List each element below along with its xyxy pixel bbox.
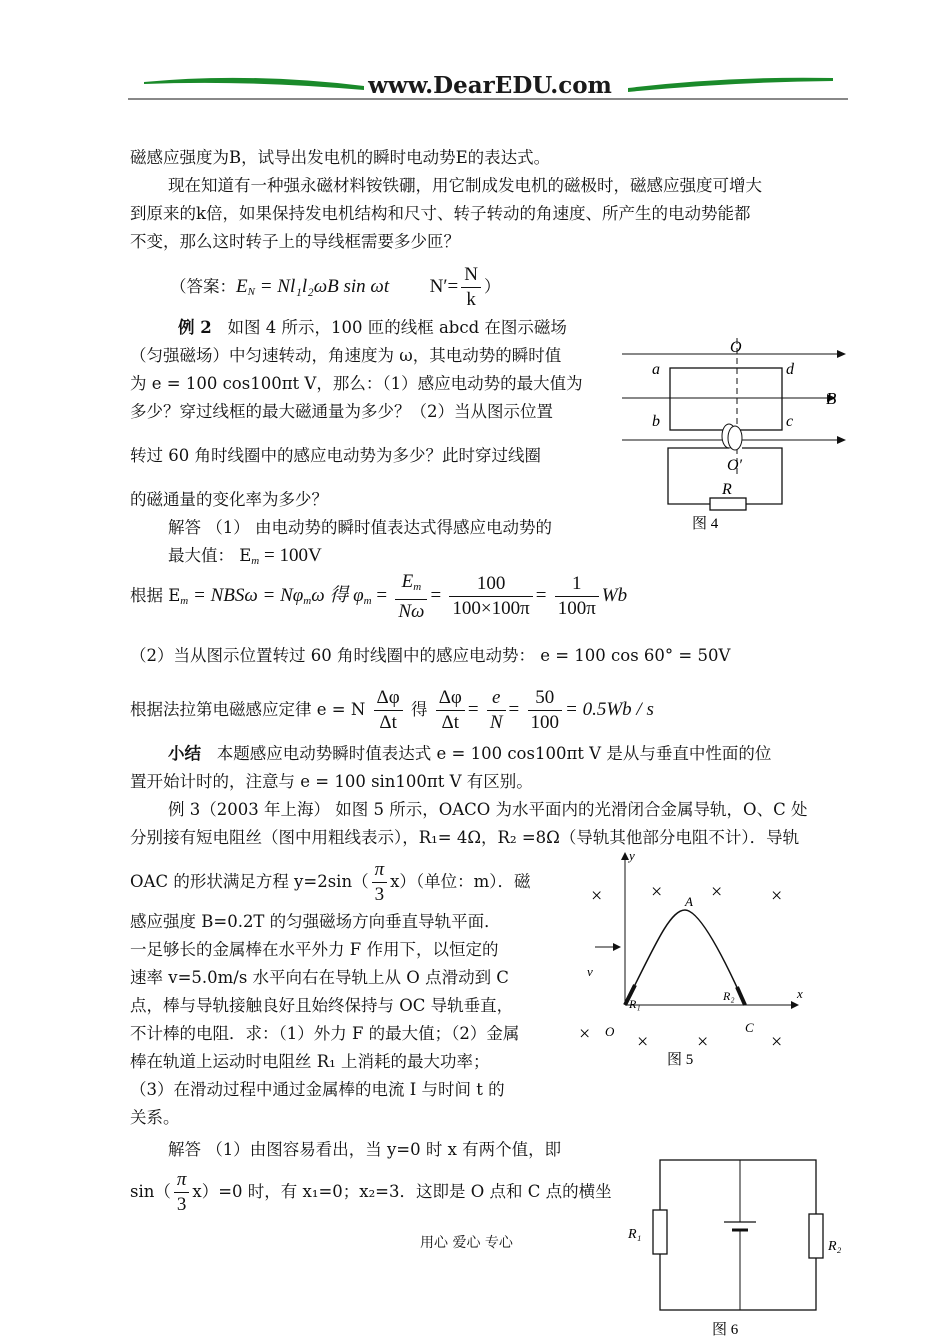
paragraph: 磁感应强度为B，试导出发电机的瞬时电动势E的表达式。: [130, 148, 551, 167]
example-2-line: 多少？穿过线框的最大磁通量为多少？（2）当从图示位置: [130, 402, 553, 421]
example-2-line: 为 e = 100 cos100πt V，那么：（1）感应电动势的最大值为: [130, 374, 583, 393]
fig5-cross: ×: [697, 1031, 709, 1053]
fig4-caption: 图 4: [692, 516, 719, 532]
example-3-line: 速率 v=5.0m/s 水平向右在导轨上从 O 点滑动到 C: [130, 968, 509, 987]
example-3-line: 例 3（2003 年上海） 如图 5 所示，OACO 为水平面内的光滑闭合金属导轨，O、C 处: [168, 800, 808, 819]
example-3-line: 棒在轨道上运动时电阻丝 R₁ 上消耗的最大功率；: [130, 1052, 490, 1071]
summary-line: 小结 本题感应电动势瞬时值表达式 e = 100 cos100πt V 是从与垂直中性面的位: [168, 744, 772, 763]
example-3-line: 分别接有短电阻丝（图中用粗线表示），R₁= 4Ω，R₂ =8Ω（导轨其他部分电阻不计）．导轨: [130, 828, 800, 847]
fig5-caption: 图 5: [667, 1052, 694, 1068]
page-footer: 用心 爱心 专心: [420, 1235, 513, 1251]
equation-emf-60: （2）当从图示位置转过 60 角时线圈中的感应电动势： e = 100 cos 60° = 50V: [130, 646, 731, 665]
fig5-label-R2: R₂: [723, 989, 735, 1003]
example-2-line: 例 2 如图 4 所示，100 匝的线框 abcd 在图示磁场: [178, 318, 567, 337]
equation-flux-rate: 根据法拉第电磁感应定律 e = N $\frac{\Delta\varphi}{\Delta t}$ 得 $\frac{\Delta\varphi}{\Delta t}$ = $\frac{e}{N}$ = $\frac{50}{100}$ = 0.5Wb / s: [130, 687, 654, 733]
fig5-label-v: v: [587, 964, 593, 979]
fig6-label-R2: R₂: [828, 1239, 842, 1254]
figure-6: [620, 1158, 850, 1342]
paragraph: 现在知道有一种强永磁材料铵铁硼，用它制成发电机的磁极时，磁感应强度可增大: [168, 176, 762, 195]
solution-line: 最大值： $E_m = 100V$: [168, 545, 322, 567]
equation-maxflux: 根据 $E_m = NBS\omega = N\varphi_m\omega$ 得 $\varphi_m$ = $\frac{E_m}{N\omega}$ = $\frac{100}{100\times 100\pi}$ = $\frac{1}{100\pi}$ Wb: [130, 570, 628, 622]
example-3-line: 关系。: [130, 1108, 180, 1127]
fig4-label-d: d: [786, 361, 794, 378]
example-2-line: 的磁通量的变化率为多少？: [130, 490, 328, 509]
summary-line: 置开始计时的，注意与 e = 100 sin100πt V 有区别。: [130, 772, 533, 791]
fig4-label-a: a: [652, 361, 660, 378]
figure-4: [622, 336, 852, 536]
fig5-label-O: O: [605, 1024, 615, 1039]
fig6-caption: 图 6: [712, 1322, 739, 1338]
fig5-label-y: y: [629, 850, 635, 863]
fig5-cross: ×: [771, 885, 783, 907]
fig4-label-c: c: [786, 413, 794, 430]
example-3-line: 不计棒的电阻．求：（1）外力 F 的最大值；（2）金属: [130, 1024, 520, 1043]
answer-line: （答案：$E_N = Nl_1l_2\omega B$ sin ωt N′= $\frac{N}{k}$ ）: [170, 264, 501, 310]
fig4-label-b: b: [652, 413, 660, 430]
example-3-line: 一足够长的金属棒在水平外力 F 作用下，以恒定的: [130, 940, 499, 959]
example-3-line: 感应强度 B=0.2T 的匀强磁场方向垂直导轨平面．: [130, 912, 501, 931]
fig5-label-C: C: [745, 1020, 754, 1035]
paragraph: 不变，那么这时转子上的导线框需要多少匝？: [130, 232, 460, 251]
example-3-line: OAC 的形状满足方程 y=2sin（ $\frac{\pi}{3}$ x）（单位：m）．磁: [130, 859, 531, 905]
paragraph: 到原来的k倍，如果保持发电机结构和尺寸、转子转动的角速度、所产生的电动势能都: [130, 204, 751, 223]
fig5-cross: ×: [591, 885, 603, 907]
site-logo: www.DearEDU.com: [368, 72, 612, 99]
fig5-cross: ×: [637, 1031, 649, 1053]
solution-line: sin（ $\frac{\pi}{3}$ x）=0 时，有 x₁=0；x₂=3．这即是 O 点和 C 点的横坐: [130, 1169, 612, 1215]
figure-5: [575, 850, 815, 1075]
fig6-label-R1: R₁: [628, 1227, 642, 1242]
solution-line: 解答 （1） 由电动势的瞬时值表达式得感应电动势的: [168, 518, 552, 537]
example-3-line: 点，棒与导轨接触良好且始终保持与 OC 导轨垂直，: [130, 996, 514, 1015]
fig5-label-R1: R₁: [629, 997, 641, 1011]
example-2-line: 转过 60 角时线圈中的感应电动势为多少？此时穿过线圈: [130, 446, 541, 465]
fig5-cross: ×: [579, 1023, 591, 1045]
example-2-line: （匀强磁场）中匀速转动，角速度为 ω，其电动势的瞬时值: [130, 346, 562, 365]
fig4-label-O2: O′: [727, 457, 743, 474]
fig5-label-x: x: [797, 986, 803, 1001]
fig4-label-R: R: [722, 481, 732, 498]
fig4-label-B: B: [826, 389, 837, 408]
fig5-cross: ×: [711, 881, 723, 903]
fig4-label-O: O: [730, 339, 742, 356]
fig5-cross: ×: [651, 881, 663, 903]
fig5-label-A: A: [685, 894, 693, 909]
fig5-cross: ×: [771, 1031, 783, 1053]
example-3-line: （3）在滑动过程中通过金属棒的电流 I 与时间 t 的: [130, 1080, 505, 1099]
solution-line: 解答 （1）由图容易看出，当 y=0 时 x 有两个值，即: [168, 1140, 562, 1159]
